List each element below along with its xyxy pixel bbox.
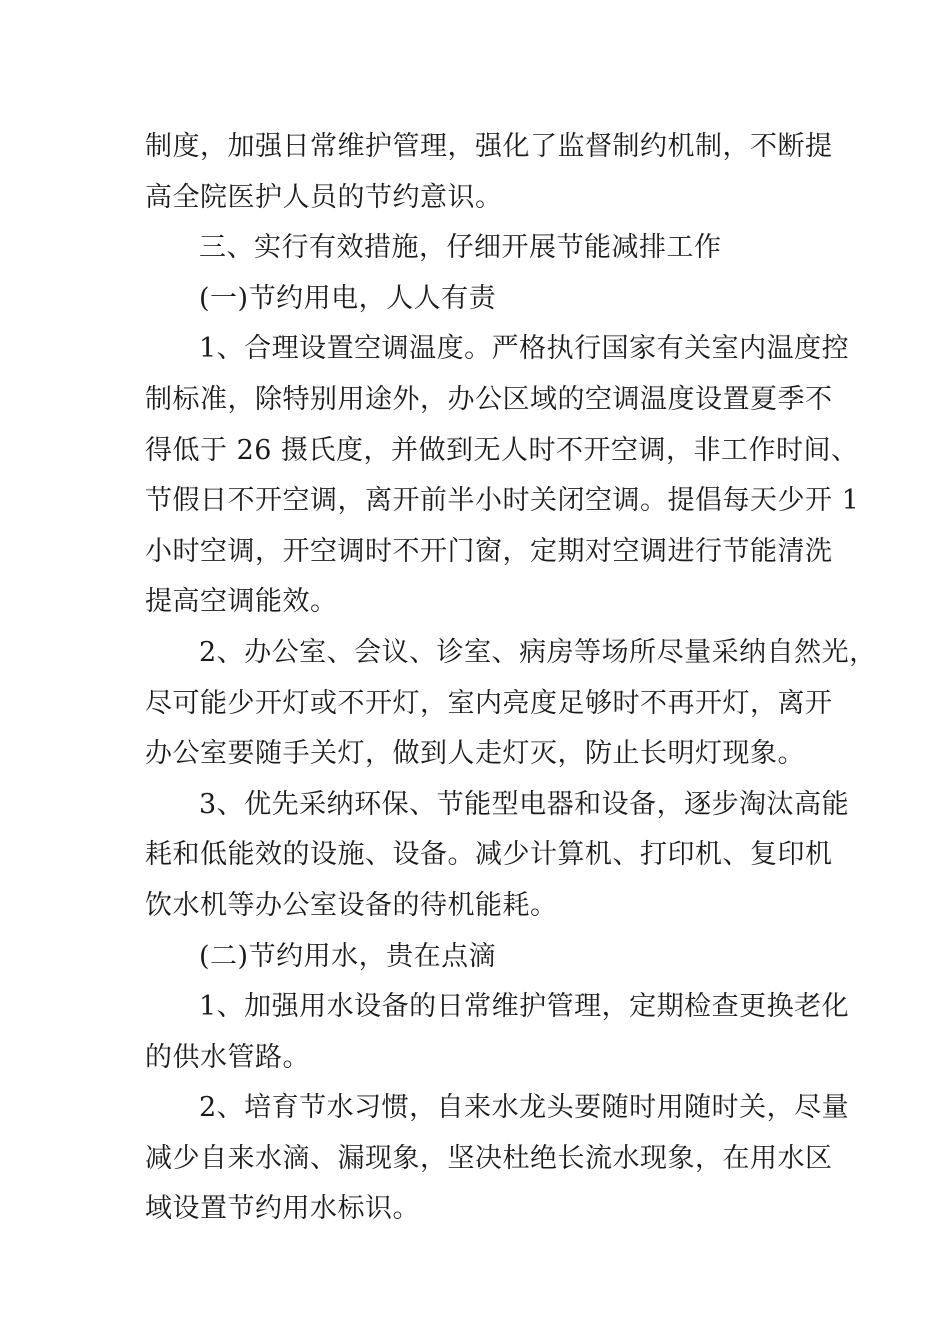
text-line: 得低于 26 摄氏度，并做到无人时不开空调，非工作时间、	[145, 434, 859, 466]
text-line: 高全院医护人员的节约意识。	[145, 181, 503, 213]
text-line: (一)节约用电，人人有责	[199, 282, 497, 314]
text-line: 2、办公室、会议、诊室、病房等场所尽量采纳自然光，	[199, 636, 877, 668]
document-body	[145, 122, 877, 1235]
text-line: 耗和低能效的设施、设备。减少计算机、打印机、复印机	[145, 839, 833, 871]
text-line: 的供水管路。	[145, 1041, 310, 1073]
text-line: 饮水机等办公室设备的待机能耗。	[145, 889, 558, 921]
text-line: 节假日不开空调，离开前半小时关闭空调。提倡每天少开 1	[145, 485, 860, 517]
text-line: 办公室要随手关灯，做到人走灯灭，防止长明灯现象。	[145, 738, 805, 770]
text-line: 域设置节约用水标识。	[145, 1193, 420, 1225]
text-line: 1、加强用水设备的日常维护管理，定期检查更换老化	[199, 991, 850, 1023]
text-line: 提高空调能效。	[145, 586, 338, 618]
text-line: 1、合理设置空调温度。严格执行国家有关室内温度控	[199, 333, 850, 365]
text-line: 小时空调，开空调时不开门窗，定期对空调进行节能清洗	[145, 535, 833, 567]
text-line: 3、优先采纳环保、节能型电器和设备，逐步淘汰高能	[199, 788, 850, 820]
text-line: 尽可能少开灯或不开灯，室内亮度足够时不再开灯，离开	[145, 687, 833, 719]
text-line: (二)节约用水，贵在点滴	[199, 940, 497, 972]
text-line: 减少自来水滴、漏现象，坚决杜绝长流水现象，在用水区	[145, 1142, 833, 1174]
text-line: 制标准，除特别用途外，办公区域的空调温度设置夏季不	[145, 383, 833, 415]
text-line: 2、培育节水习惯，自来水龙头要随时用随时关，尽量	[199, 1092, 850, 1124]
text-line: 三、实行有效措施，仔细开展节能减排工作	[199, 232, 722, 264]
text-line: 制度，加强日常维护管理，强化了监督制约机制，不断提	[145, 131, 833, 162]
